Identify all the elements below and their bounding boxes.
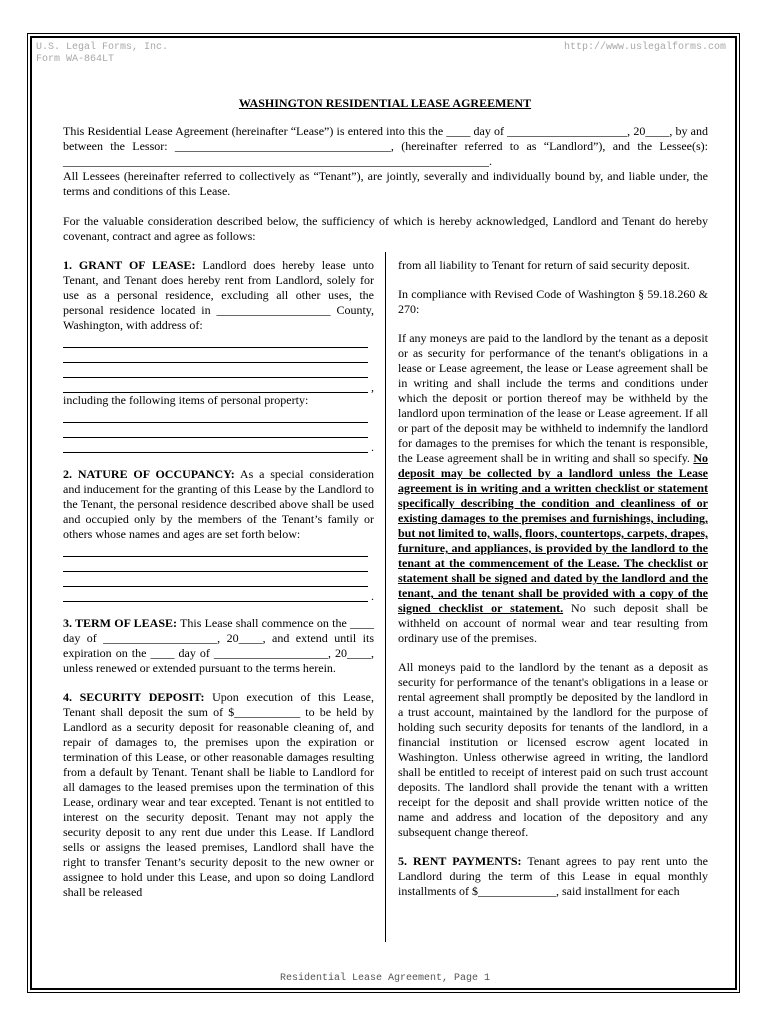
deposit-release-text: from all liability to Tenant for return of said security deposit.: [398, 258, 690, 272]
section-1-text: Landlord does hereby lease unto Tenant, and Tenant does hereby rent from Landlord, solely for use as a personal residence, excluding all other uses, the personal residence located in ___________________ County, Washington, with address of:: [63, 258, 374, 332]
section-1: [63, 258, 374, 333]
occupant-line-1: [63, 542, 368, 557]
address-line-1: [63, 333, 368, 348]
deposit-checklist-requirement: No deposit may be collected by a landlord unless the Lease agreement is in writing and a written checklist or statement specifically describing the condition and cleanliness of or existing damages to the premises and furnishings, including, but not limited to, walls, floors, countertops, carpets, drapes, furniture, and appliances, is provided by the landlord to the tenant at the commencement of the Lease. The checklist or statement shall be signed and dated by the landlord and the tenant, and the tenant shall be provided with a copy of the signed checklist or statement.: [398, 451, 708, 615]
form-id: Form WA-864LT: [36, 54, 115, 65]
document-title: WASHINGTON RESIDENTIAL LEASE AGREEMENT: [238, 96, 532, 110]
rcw-compliance-text: In compliance with Revised Code of Washington § 59.18.260 & 270:: [398, 287, 708, 316]
occupant-line-3: [63, 572, 368, 587]
personal-property-label: including the following items of personal property:: [63, 393, 309, 407]
section-5-text: Tenant agrees to pay rent unto the Landlord during the term of this Lease in equal monthly installments of $_____________, said installment for each: [398, 854, 709, 898]
trust-account-paragraph: All moneys paid to the landlord by the tenant as a deposit as security for performance of the tenant's obligations in a lease or rental agreement shall promptly be deposited by the landlord in a trust account, maintained by the landlord for the purpose of holding such security deposits for tenants of the landlord, in a financial institution or licensed escrow agent located in Washington. Unless otherwise agreed in writing, the landlord shall be entitled to receipt of interest paid on such trust account deposits. The landlord shall provide the tenant with a written receipt for the deposit and shall provide written notice of the name and address and location of the depository and any subsequent change thereof.: [398, 660, 708, 839]
section-2-heading: 2. NATURE OF OCCUPANCY:: [63, 467, 235, 481]
property-line-1: [63, 408, 368, 423]
occupant-line-4: [63, 587, 374, 603]
section-2: [63, 467, 374, 542]
section-5: [398, 854, 708, 899]
section-3: [63, 616, 374, 676]
section-3-text: This Lease shall commence on the ____ day of ___________________, 20____, and extend until its expiration on the ____ day of ___________________, 20____, unless renewed or extended pursuant to the terms herein.: [63, 616, 374, 675]
deposit-terms-text: If any moneys are paid to the landlord by the tenant as a deposit or as security for performance of the tenant's obligations in a lease or Lease agreement, the lease or Lease agreement shall be in writing and shall include the terms and conditions under which the deposit or portion thereof may be withheld by the landlord upon termination of the lease or Lease agreement. If all or part of the deposit may be withheld to indemnify the landlord for damages to the premises for which the tenant is responsible, the Lease agreement shall be in writing and shall so specify.: [398, 331, 708, 465]
deposit-wear-tear-text: No such deposit shall be withheld on account of normal wear and tear resulting from ordinary use of the premises.: [398, 601, 708, 645]
intro-section: [63, 124, 708, 244]
property-line-3: [63, 438, 374, 454]
section-4: [63, 690, 374, 900]
company-name: U.S. Legal Forms, Inc.: [36, 42, 169, 53]
page-footer: Residential Lease Agreement, Page 1: [279, 973, 491, 984]
section-1-heading: 1. GRANT OF LEASE:: [63, 258, 196, 272]
section-3-heading: 3. TERM OF LEASE:: [63, 616, 178, 630]
intro-paragraph-2: All Lessees (hereinafter referred to collectively as “Tenant”), are jointly, severally and individually bound by, and liable under, the terms and conditions of this Lease.: [63, 169, 708, 198]
form-header-url[interactable]: http://www.uslegalforms.com: [563, 42, 726, 53]
address-end-comma: ,: [371, 380, 374, 394]
property-end-period: .: [371, 440, 374, 454]
column-divider: [385, 252, 386, 942]
section-5-heading: 5. RENT PAYMENTS:: [398, 854, 522, 868]
form-header-left: [36, 42, 168, 66]
intro-paragraph-3: For the valuable consideration described below, the sufficiency of which is hereby acknowledged, Landlord and Tenant do hereby covenant, contract and agree as follows:: [63, 214, 708, 243]
intro-paragraph-1: This Residential Lease Agreement (hereinafter “Lease”) is entered into this the ____ day of ____________________, 20____, by and between the Lessor: ____________________________________, (hereinafter referred to as “Landlord”), and the Lessee(s): _______________________________________________________________________.: [63, 124, 708, 168]
section-4-heading: 4. SECURITY DEPOSIT:: [63, 690, 205, 704]
property-line-2: [63, 423, 368, 438]
address-line-4: [63, 378, 374, 394]
left-column: [63, 258, 374, 900]
section-2-text: As a special consideration and inducement for the granting of this Lease by the Landlord to the Tenant, the personal residence described above shall be used and occupied only by the members of the Tenant’s family or others whose names and ages are set forth below:: [63, 467, 374, 541]
address-line-2: [63, 348, 368, 363]
section-4-text: Upon execution of this Lease, Tenant shall deposit the sum of $___________ to be held by Landlord as a security deposit for reasonable cleaning of, and repair of damages to, the premises upon the expiration or termination of this Lease, or other reasonable damages resulting from a default by Tenant. Tenant shall be liable to Landlord for all damages to the leased premises upon the termination of this Lease, ordinary wear and tear excepted. Tenant is not entitled to interest on the security deposit. Tenant may not apply the security deposit to any rent due under this Lease. If Landlord sells or assigns the leased premises, Landlord shall have the right to transfer Tenant’s security deposit to the new owner or assignee to hold under this Lease, and upon so doing Landlord shall be released: [63, 690, 375, 899]
address-line-3: [63, 363, 368, 378]
occupant-line-2: [63, 557, 368, 572]
occupant-end-period: .: [371, 589, 374, 603]
right-column: [398, 258, 708, 899]
deposit-terms-paragraph: [398, 331, 708, 646]
